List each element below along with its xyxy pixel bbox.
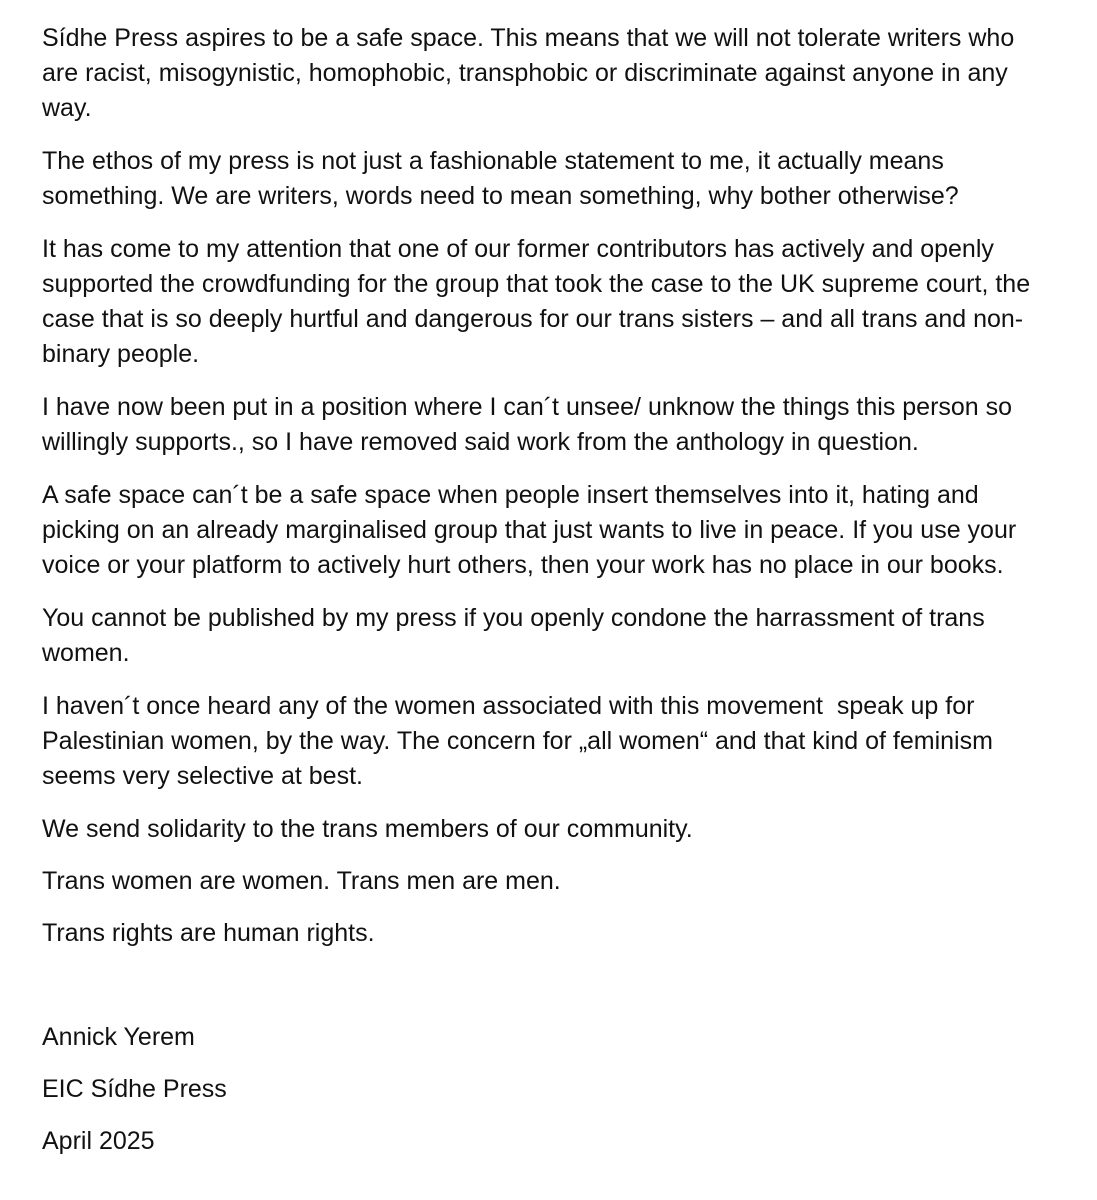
signature-date: April 2025 xyxy=(42,1127,155,1155)
letter-document xyxy=(42,21,1052,1176)
paragraph-removed-work: I have now been put in a position where I can´t unsee/ unknow the things this person so willingly supports., so I have removed said work from the anthology in question. xyxy=(42,393,1020,456)
signature-block xyxy=(42,1020,1052,1159)
signature-name: Annick Yerem xyxy=(42,1023,195,1051)
paragraph-safe-space-hurt: A safe space can´t be a safe space when people insert themselves into it, hating and picking on an already marginalised group that just wants to live in peace. If you use your voice or your platform to actively hurt others, then your work has no place in our books. xyxy=(42,481,1024,579)
paragraph-cannot-be-published: You cannot be published by my press if you openly condone the harrassment of trans women. xyxy=(42,604,992,667)
signature-spacer xyxy=(42,968,1052,1020)
paragraph-attention: It has come to my attention that one of our former contributors has actively and openly supported the crowdfunding for the group that took the case to the UK supreme court, the case that is so deeply hurtful and dangerous for our trans sisters – and all trans and non-binary people. xyxy=(42,235,1038,368)
signature-title: EIC Sídhe Press xyxy=(42,1075,227,1103)
paragraph-ethos: The ethos of my press is not just a fashionable statement to me, it actually means something. We are writers, words need to mean something, why bother otherwise? xyxy=(42,147,959,210)
paragraph-safe-space: Sídhe Press aspires to be a safe space. This means that we will not tolerate writers who are racist, misogynistic, homophobic, transphobic or discriminate against anyone in any way. xyxy=(42,24,1022,122)
paragraph-trans-women-men: Trans women are women. Trans men are men. xyxy=(42,867,561,895)
paragraph-human-rights: Trans rights are human rights. xyxy=(42,919,375,947)
paragraph-palestinian-women: I haven´t once heard any of the women associated with this movement speak up for Palestinian women, by the way. The concern for „all women“ and that kind of feminism seems very selective at best. xyxy=(42,692,1000,790)
paragraph-solidarity: We send solidarity to the trans members of our community. xyxy=(42,815,693,843)
